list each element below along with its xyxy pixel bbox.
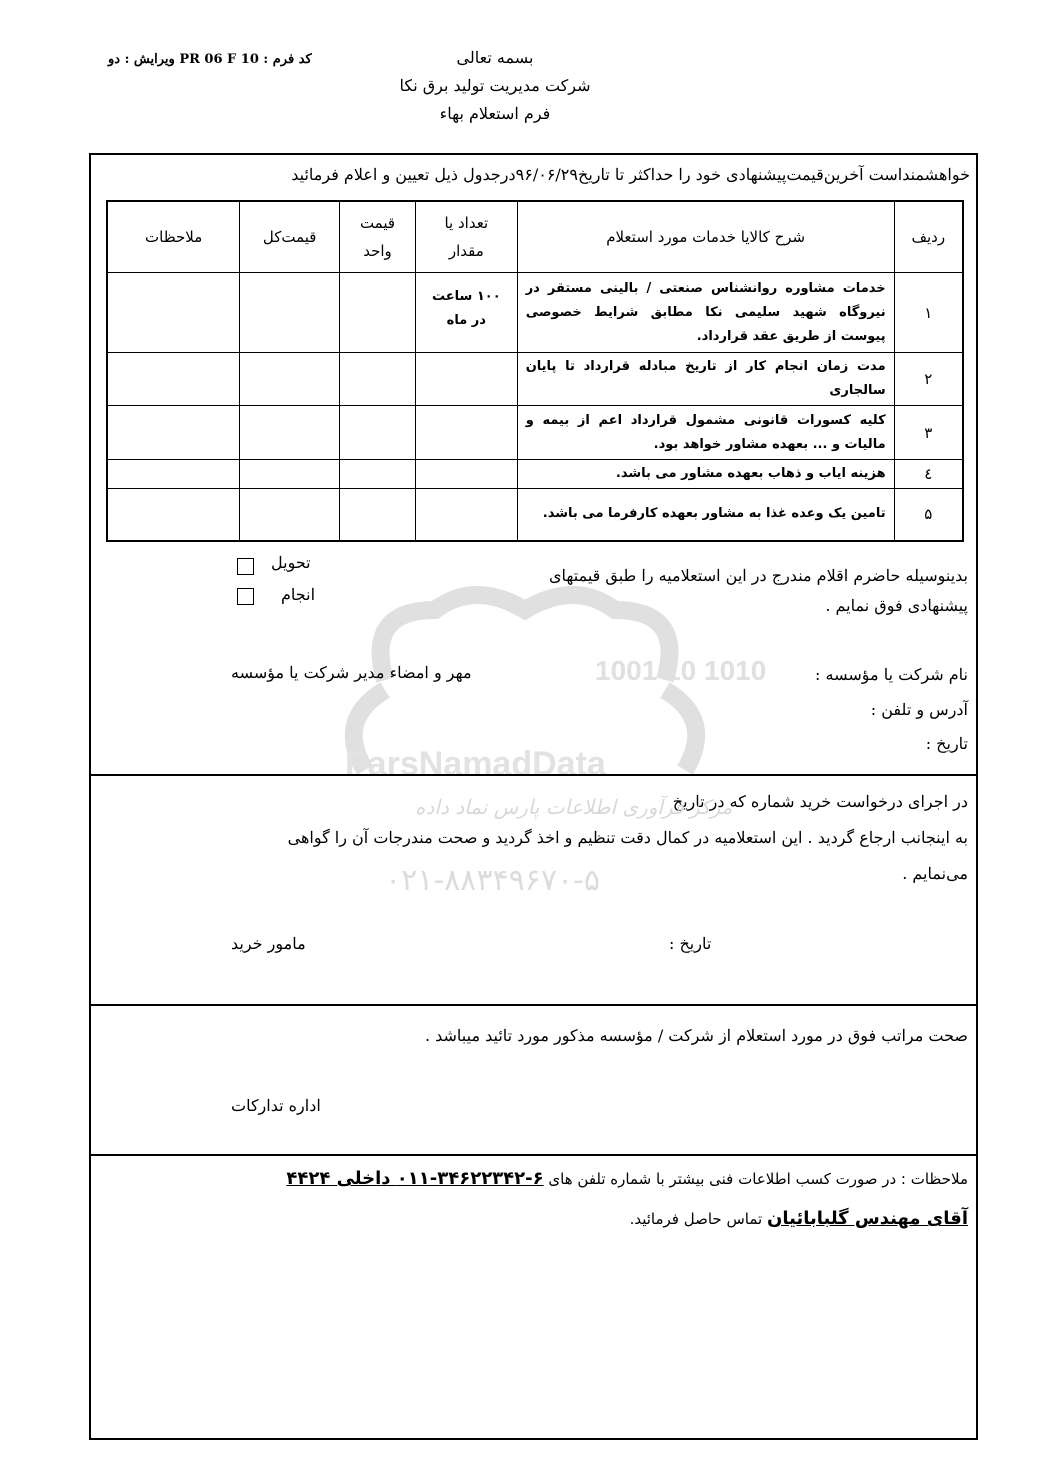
row-notes (107, 353, 240, 406)
row-total-price (240, 353, 340, 406)
remarks-section (91, 1156, 976, 1436)
col-total-price: قیمت‌کل (240, 201, 340, 273)
col-unit-line2: واحد (363, 242, 392, 260)
row-description: خدمات مشاوره روانشناس صنعتی / بالینی مستقر در نیروگاه شهید سلیمی نکا مطابق شرایط خصوصی پیوست از طریق عقد قرارداد. (517, 273, 894, 353)
row-number: ۵ (894, 489, 963, 541)
row-number: ۱ (894, 273, 963, 353)
document-header (300, 44, 690, 128)
col-unit-line1: قیمت (359, 214, 396, 232)
col-qty-line2: مقدار (448, 242, 484, 260)
address-phone-field: آدرس و تلفن : (870, 700, 968, 719)
remarks-suffix: تماس حاصل فرمائید. (629, 1210, 763, 1228)
remarks-prefix: ملاحظات : در صورت کسب اطلاعات فنی بیشتر با شماره تلفن های (548, 1170, 968, 1188)
purchase-line2: به اینجانب ارجاع گردید . این استعلامیه در کمال دقت تنظیم و اخذ گردید و صحت مندرجات آن را گواهی (287, 828, 968, 847)
row-number: ٤ (894, 460, 963, 489)
purchase-section (91, 776, 976, 1006)
company-name-field: نام شرکت یا مؤسسه : (815, 665, 968, 684)
items-table (106, 200, 964, 542)
table-header-row (107, 201, 963, 273)
col-description: شرح کالایا خدمات مورد استعلام (517, 201, 894, 273)
option-delivery-checkbox[interactable] (237, 558, 254, 575)
row-description: هزینه ایاب و ذهاب بعهده مشاور می باشد. (517, 460, 894, 489)
col-qty (415, 201, 517, 273)
purchase-date: تاریخ : (669, 934, 712, 953)
col-unit-price (340, 201, 416, 273)
watermark-brand: ParsNamadData (345, 745, 606, 783)
row-description: تامین یک وعده غذا به مشاور بعهده کارفرما می باشد. (517, 489, 894, 541)
intro-text: خواهشمنداست آخرین‌قیمت‌پیشنهادی خود را حداکثر تا تاریخ۹۶/۰۶/۲۹درجدول ذیل تعیین و اعلام فرمائید (291, 165, 970, 184)
row-total-price (240, 489, 340, 541)
row-description: مدت زمان انجام کار از تاریخ مبادله قرارداد تا پایان سالجاری (517, 353, 894, 406)
remarks-line2 (630, 1208, 968, 1229)
row-number: ۳ (894, 406, 963, 460)
row-qty (415, 353, 517, 406)
row-notes (107, 273, 240, 353)
purchase-line3: می‌نمایم . (902, 864, 968, 883)
confirm-text: صحت مراتب فوق در مورد استعلام از شرکت / مؤسسه مذکور مورد تائید میباشد . (424, 1026, 968, 1045)
offer-statement: بدینوسیله حاضرم اقلام مندرج در این استعلامیه را طبق قیمتهای پیشنهادی فوق نمایم . (548, 566, 968, 615)
basmala: بسمه تعالی (456, 48, 534, 67)
row-description: کلیه کسورات قانونی مشمول قرارداد اعم از بیمه و مالیات و ... بعهده مشاور خواهد بود. (517, 406, 894, 460)
row-notes (107, 489, 240, 541)
table-row (107, 273, 963, 353)
table-row (107, 406, 963, 460)
option-perform-label: انجام (281, 585, 316, 604)
stamp-signature-label: مهر و امضاء مدیر شرکت یا مؤسسه (231, 663, 472, 682)
offer-date-field: تاریخ : (925, 734, 968, 753)
engineer-name: آقای مهندس گلبابائیان (766, 1208, 968, 1229)
row-notes (107, 460, 240, 489)
table-row (107, 489, 963, 541)
procurement-dept: اداره تدارکات (231, 1096, 321, 1115)
option-delivery-label: تحویل (271, 553, 311, 572)
row-unit-price (340, 273, 416, 353)
row-qty (415, 489, 517, 541)
row-unit-price (340, 489, 416, 541)
col-qty-line1: تعداد یا (444, 214, 489, 232)
row-number: ۲ (894, 353, 963, 406)
confirm-section (91, 1006, 976, 1156)
request-section (91, 155, 976, 776)
row-qty-line2: در ماه (446, 313, 486, 328)
watermark-digits: 1001 10 1010 (595, 655, 767, 686)
row-qty (415, 273, 517, 353)
form-title: فرم استعلام بهاء (439, 104, 551, 123)
row-total-price (240, 273, 340, 353)
col-notes: ملاحظات (107, 201, 240, 273)
watermark-phone: ۰۲۱-۸۸۳۴۹۶۷۰-۵ (385, 863, 601, 898)
row-unit-price (340, 406, 416, 460)
form-frame (89, 153, 978, 1440)
row-qty-line1: ۱۰۰ ساعت (431, 289, 501, 304)
purchase-line1: در اجرای درخواست خرید شماره که در تاریخ (672, 792, 968, 811)
row-total-price (240, 406, 340, 460)
watermark-text: مرکز فرآوری اطلاعات پارس نماد داده (415, 795, 733, 819)
row-qty (415, 460, 517, 489)
col-row: ردیف (894, 201, 963, 273)
row-total-price (240, 460, 340, 489)
row-unit-price (340, 460, 416, 489)
row-qty (415, 406, 517, 460)
row-unit-price (340, 353, 416, 406)
row-notes (107, 406, 240, 460)
company-name: شرکت مدیریت تولید برق نکا (399, 76, 591, 95)
contact-phone: ۶-۳۴۶۲۲۳۴۲-۰۱۱ داخلی ۴۴۲۴ (286, 1168, 544, 1189)
table-row (107, 460, 963, 489)
purchase-officer: مامور خرید (231, 934, 306, 953)
remarks-line1 (286, 1168, 968, 1189)
option-perform-checkbox[interactable] (237, 588, 254, 605)
form-code: کد فرم : PR 06 F 10 ویرایش : دو (108, 52, 312, 67)
table-row (107, 353, 963, 406)
